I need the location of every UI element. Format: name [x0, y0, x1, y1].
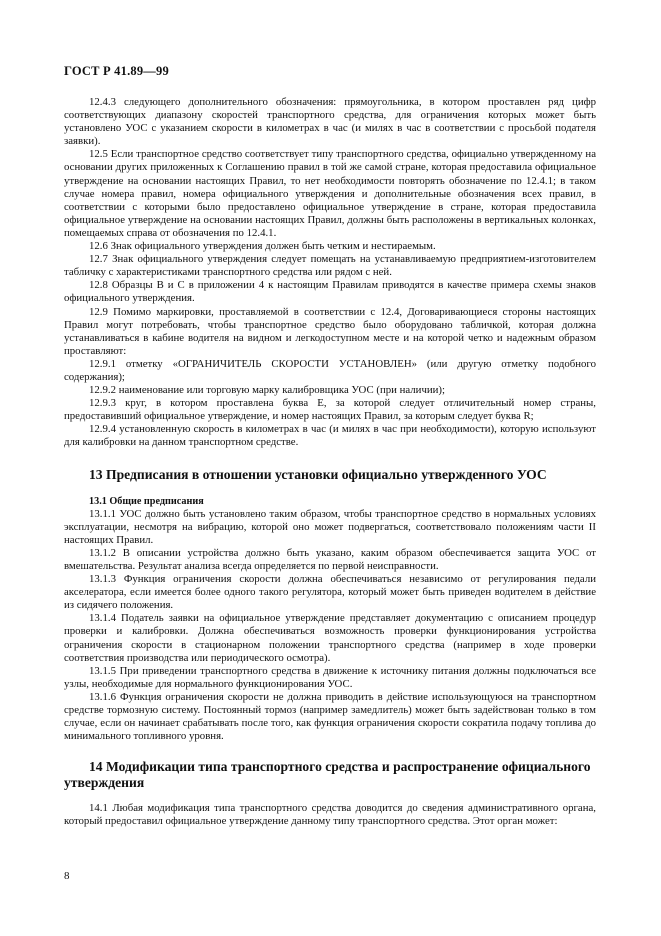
paragraph-12-9-3: 12.9.3 круг, в котором проставлена буква Е, за которой следует отличительный номер страны, предоставивший официальное утверждение, и номер настоящих Правил, за которым следует буква R;	[64, 397, 596, 423]
paragraph-12-9-1: 12.9.1 отметку «ОГРАНИЧИТЕЛЬ СКОРОСТИ УСТАНОВЛЕН» (или другую отметку подобного содержания);	[64, 357, 596, 383]
paragraph-13-1-2: 13.1.2 В описании устройства должно быть указано, каким образом обеспечивается защита УОС от вмешательства. Результат анализа всегда определяется по первой неисправности.	[64, 546, 596, 572]
section-13-heading: 13 Предписания в отношении установки официально утвержденного УОС	[89, 466, 547, 482]
document-body	[64, 96, 596, 829]
paragraph-13-1-1: 13.1.1 УОС должно быть установлено таким образом, чтобы транспортное средство в нормальных условиях эксплуатации, несмотря на вибрацию, которой оно может подвергаться, соответствовало положениям части II настоящих Правил.	[64, 507, 596, 546]
paragraph-12-8: 12.8 Образцы В и С в приложении 4 к настоящим Правилам приводятся в качестве примера схемы знаков официального утверждения.	[64, 279, 596, 305]
document-header: ГОСТ Р 41.89—99	[64, 64, 169, 78]
section-14-heading: 14 Модификации типа транспортного средства и распространение официального утверждения	[64, 759, 591, 791]
paragraph-12-9-2: 12.9.2 наименование или торговую марку калибровщика УОС (при наличии);	[89, 384, 446, 397]
paragraph-12-7: 12.7 Знак официального утверждения следует помещать на устанавливаемую предприятием-изготовителем табличку с характеристиками транспортного средства или рядом с ней.	[64, 253, 596, 279]
paragraph-12-6: 12.6 Знак официального утверждения должен быть четким и нестираемым.	[89, 240, 436, 253]
section-13-1-subheading: 13.1 Общие предписания	[89, 495, 204, 507]
paragraph-14-1: 14.1 Любая модификация типа транспортного средства доводится до сведения административного органа, который предоставил официальное утверждение данному типу транспортного средства. Этот орган может:	[64, 802, 596, 828]
paragraph-13-1-5: 13.1.5 При приведении транспортного средства в движение к источнику питания должны подключаться все узлы, необходимые для нормального функционирования УОС.	[64, 664, 596, 690]
paragraph-13-1-4: 13.1.4 Податель заявки на официальное утверждение представляет документацию с описанием процедур проверки и калибровки. Должна обеспечиваться возможность проверки функционирования устройства ограничения скорости в стационарном положении транспортного средства (например в ходе проверки соответствия производства или периодического осмотра).	[64, 612, 596, 664]
page-number: 8	[64, 870, 70, 882]
paragraph-12-4-3: 12.4.3 следующего дополнительного обозначения: прямоугольника, в котором проставлен ряд цифр соответствующих диапазону скоростей транспортного средства, для ограничения которых может быть установлено УОС с указанием скорости в километрах в час (и милях в час в соответствии с просьбой подателя заявки).	[64, 96, 596, 148]
paragraph-12-9: 12.9 Помимо маркировки, проставляемой в соответствии с 12.4, Договаривающиеся стороны настоящих Правил могут потребовать, чтобы транспортное средство было оборудовано табличкой, которая должна устанавливаться в кабине водителя на видном и легкодоступном месте и на которой четко и надежным образом проставляют:	[64, 305, 596, 357]
paragraph-12-9-4: 12.9.4 установленную скорость в километрах в час (и милях в час при необходимости), которую используют для калибровки на данном транспортном средстве.	[64, 423, 596, 449]
paragraph-13-1-6: 13.1.6 Функция ограничения скорости не должна приводить в действие использующуюся на транспортном средстве тормозную систему. Постоянный тормоз (например замедлитель) может быть задействован только в том случае, если он начинает срабатывать после того, как функция ограничения скорости сократила подачу топлива до минимального топливного уровня.	[64, 690, 596, 743]
paragraph-13-1-3: 13.1.3 Функция ограничения скорости должна обеспечиваться независимо от регулирования педали акселератора, если имеется более одного такого регулятора, который может быть приведен водителем в действие из сидячего положения.	[64, 573, 596, 612]
paragraph-12-5: 12.5 Если транспортное средство соответствует типу транспортного средства, официально утвержденному на основании других приложенных к Соглашению правил в той же самой стране, которая предоставила официальное утверждение на основании настоящих Правил, то нет необходимости повторять обозначение по 12.4.1; в таком случае номера правил, номера официального утверждения и дополнительные обозначения всех правил, в соответствии с которыми было предоставлено официальное утверждение в стране, которая предоставила официальное утверждение на основании настоящих Правил, должны быть расположены в вертикальных колонках, помещаемых справа от обозначения по 12.4.1.	[64, 148, 596, 239]
